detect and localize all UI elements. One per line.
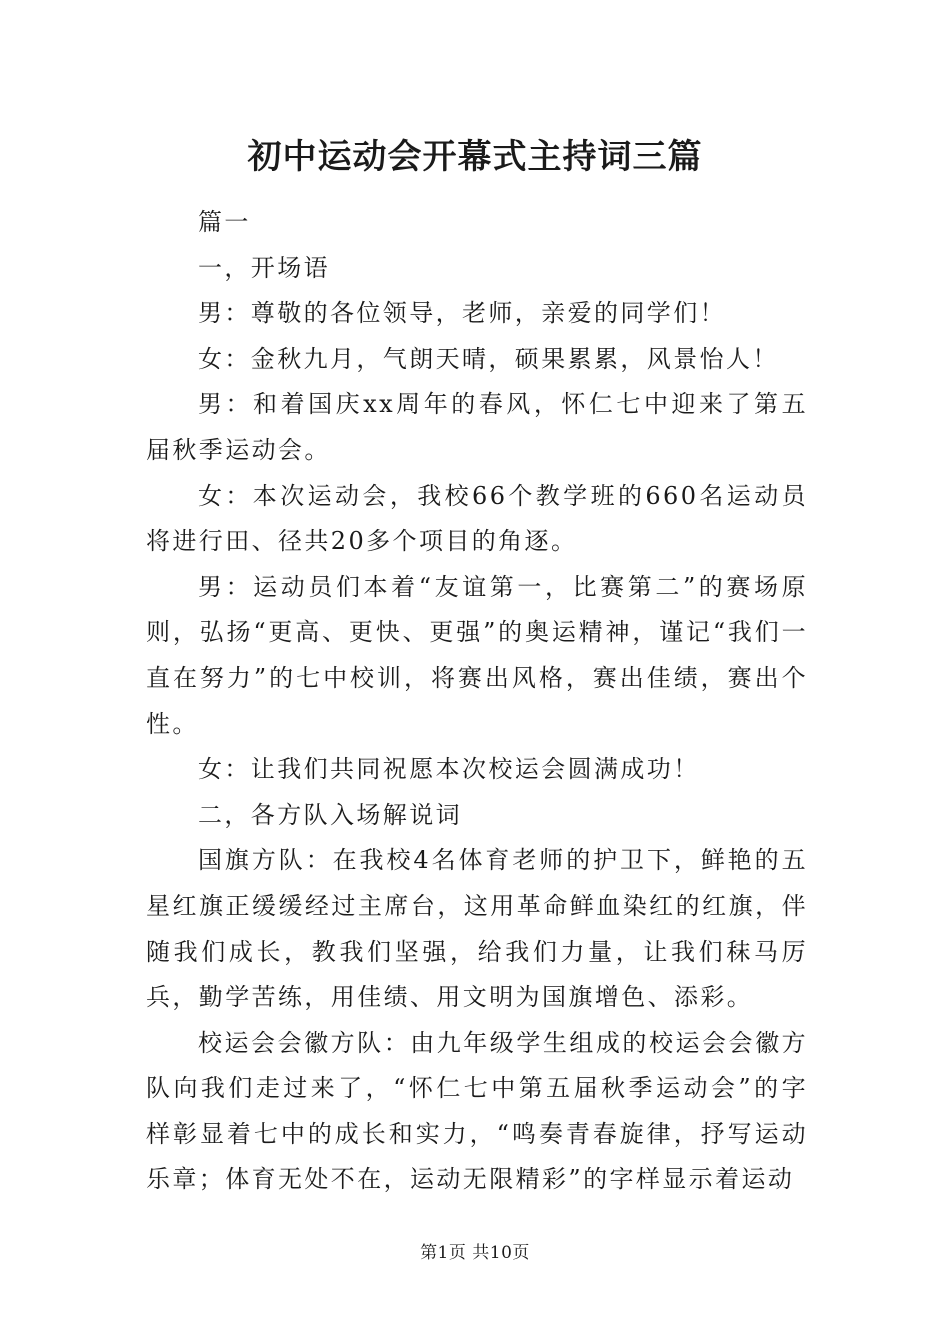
document-title: 初中运动会开幕式主持词三篇 xyxy=(247,137,703,177)
paragraph: 男：尊敬的各位领导，老师，亲爱的同学们！ xyxy=(198,299,726,328)
paragraph: 男：运动员们本着“友谊第一，比赛第二”的赛场原则，弘扬“更高、更快、更强”的奥运精神，谨记“我们一直在努力”的七中校训，将赛出风格，赛出佳绩，赛出个性。 xyxy=(146,572,808,738)
subsection-heading: 一，开场语 xyxy=(198,253,330,282)
paragraph: 校运会会徽方队：由九年级学生组成的校运会会徽方队向我们走过来了，“怀仁七中第五届秋季运动会”的字样彰显着七中的成长和实力，“鸣奏青春旋律，抒写运动乐章；体育无处不在，运动无限精彩”的字样显示着运动 xyxy=(146,1028,808,1194)
subsection-heading: 二，各方队入场解说词 xyxy=(198,800,462,829)
page-footer: 第1页 共10页 xyxy=(420,1243,530,1263)
paragraph: 国旗方队：在我校4名体育老师的护卫下，鲜艳的五星红旗正缓缓经过主席台，这用革命鲜血染红的红旗，伴随我们成长，教我们坚强，给我们力量，让我们秣马厉兵，勤学苦练，用佳绩、用文明为国旗增色、添彩。 xyxy=(146,846,808,1012)
paragraph: 女：让我们共同祝愿本次校运会圆满成功！ xyxy=(198,755,700,784)
paragraph: 女：本次运动会，我校66个教学班的660名运动员将进行田、径共20多个项目的角逐。 xyxy=(146,481,808,556)
paragraph: 男：和着国庆xx周年的春风，怀仁七中迎来了第五届秋季运动会。 xyxy=(146,390,808,464)
document-body xyxy=(146,200,808,1203)
paragraph: 女：金秋九月，气朗天晴，硕果累累，风景怡人！ xyxy=(198,344,779,373)
section-heading: 篇一 xyxy=(198,208,251,236)
